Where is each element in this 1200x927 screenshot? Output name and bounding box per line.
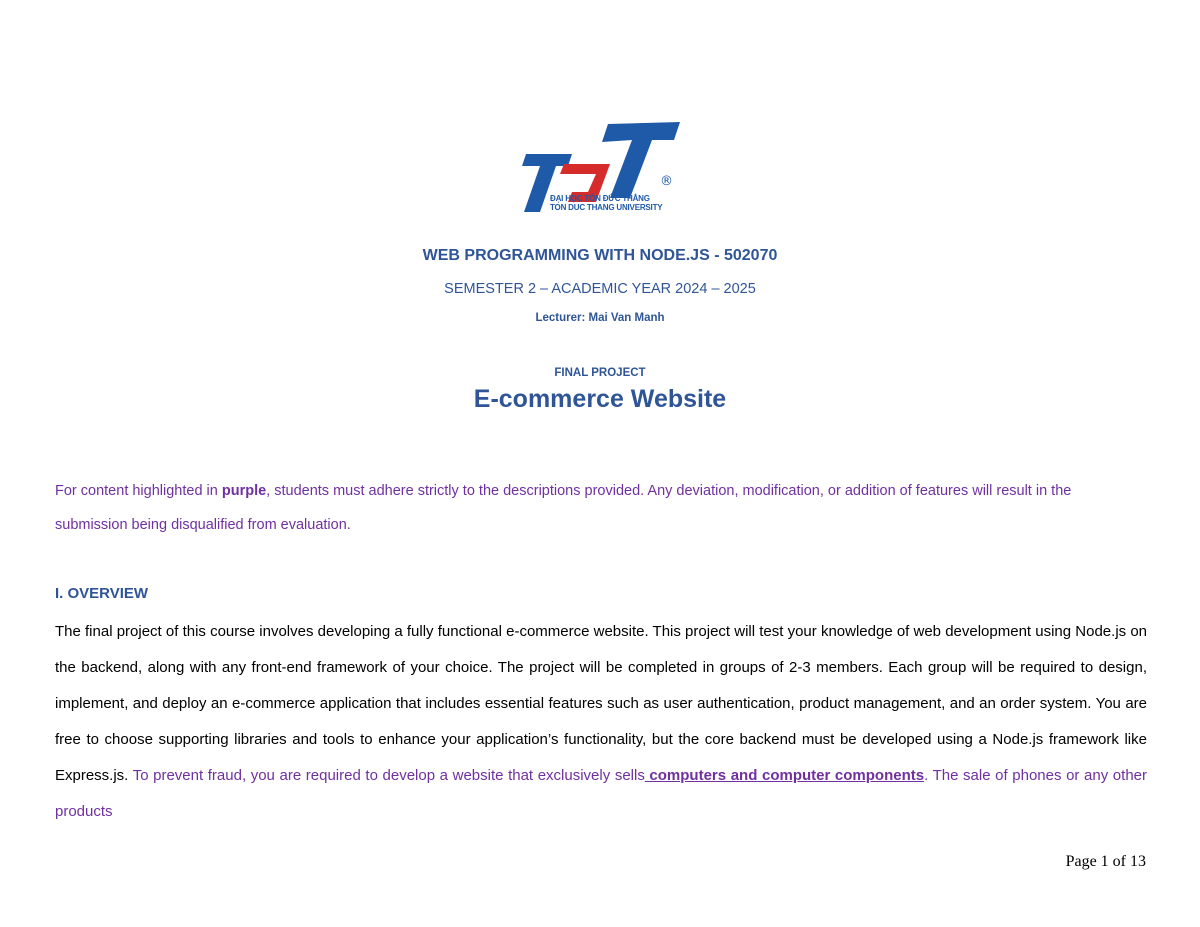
notice-emphasis: purple xyxy=(221,483,267,499)
section-heading-overview: I. OVERVIEW xyxy=(55,585,149,602)
overview-paragraph xyxy=(55,614,1147,830)
project-title: E-commerce Website xyxy=(473,385,727,413)
final-project-label: FINAL PROJECT xyxy=(554,367,646,379)
course-title: WEB PROGRAMMING WITH NODE.JS - 502070 xyxy=(422,247,778,264)
notice-text-end: , students must adhere strictly to the descriptions provided. Any deviation, modification, or addition of features will result in the submission being disqualified from evaluation. xyxy=(55,483,1072,533)
overview-purple-text-end: . The sale of phones or any other products xyxy=(55,767,1148,820)
overview-purple-text: To prevent fraud, you are required to develop a website that exclusively sells xyxy=(132,767,645,784)
lecturer-line: Lecturer: Mai Van Manh xyxy=(535,312,665,324)
notice-text-start: For content highlighted in xyxy=(55,483,222,499)
purple-notice xyxy=(55,474,1147,542)
logo-text-english: TON DUC THANG UNIVERSITY xyxy=(550,203,663,212)
semester-line: SEMESTER 2 – ACADEMIC YEAR 2024 – 2025 xyxy=(444,281,756,297)
registered-mark: ® xyxy=(660,174,673,189)
university-logo xyxy=(512,118,684,218)
logo-text-vietnamese: ĐẠI HỌC TÔN ĐỨC THẮNG xyxy=(550,194,650,203)
overview-body: The final project of this course involves developing a fully functional e-commerce website. This project will test your knowledge of web development using Node.js on the backend, along with any front-end framework of your choice. The project will be completed in groups of 2-3 members. Each group will be required to design, implement, and deploy an e-commerce application that includes essential features such as user authentication, product management, and an order system. You are free to choose supporting libraries and tools to enhance your application’s functionality, but the core backend must be developed using a Node.js framework like Express.js. xyxy=(55,623,1147,784)
page-number: Page 1 of 13 xyxy=(1065,853,1146,870)
overview-underlined-text: computers and computer components xyxy=(644,767,925,784)
